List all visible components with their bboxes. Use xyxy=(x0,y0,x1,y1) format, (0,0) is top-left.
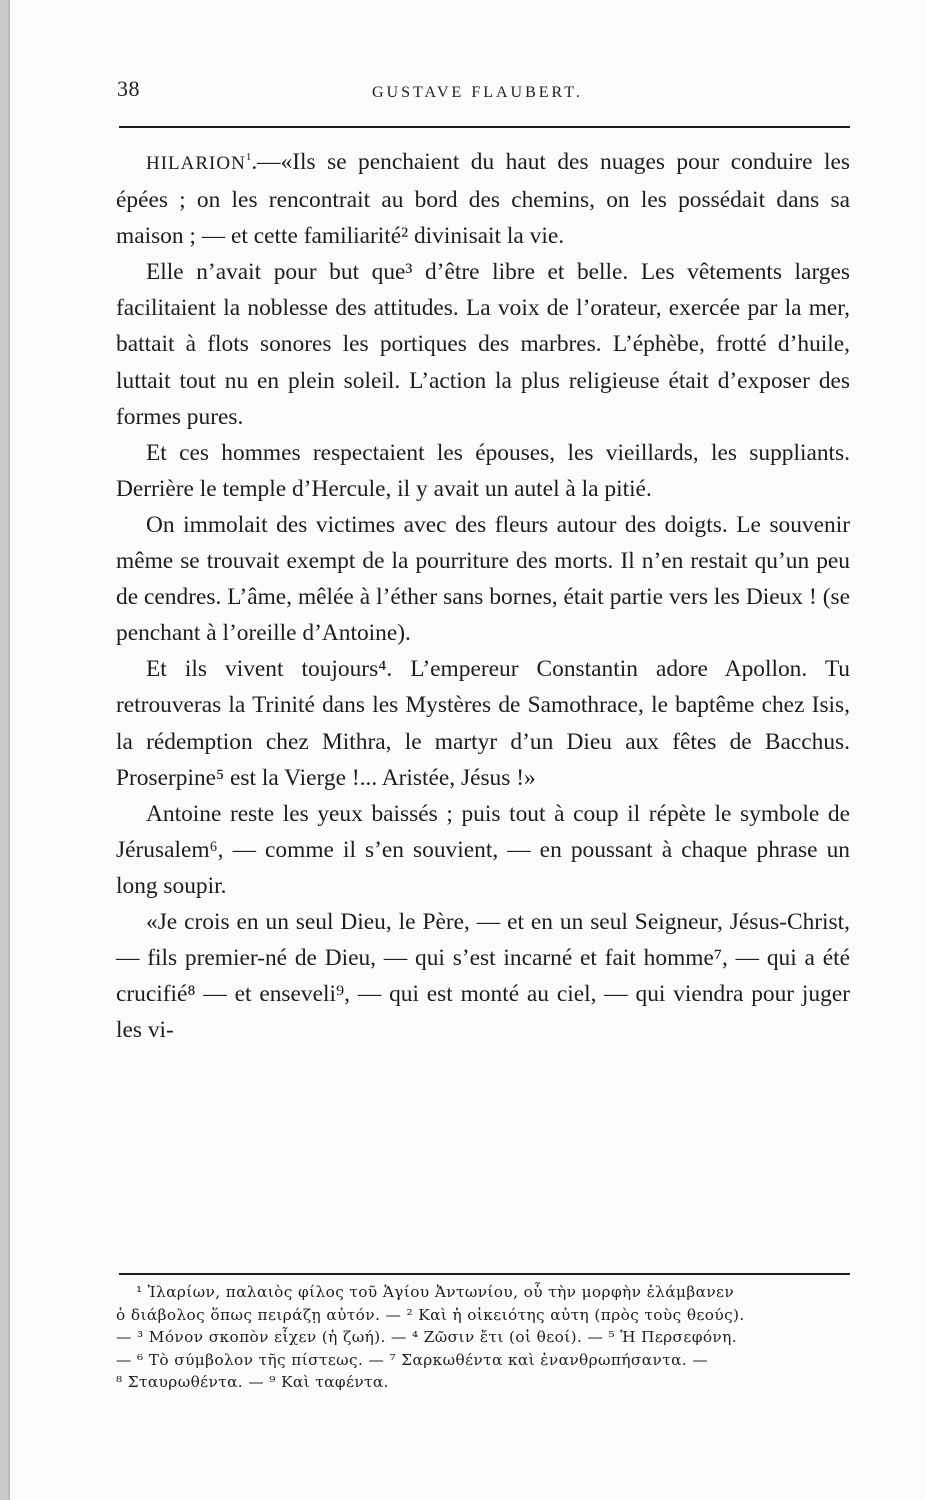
footnotes xyxy=(116,1281,852,1394)
paragraph-3: Et ces hommes respectaient les épouses, les vieillards, les suppliants. Derrière le temple d’Hercule, il y avait un autel à la pitié. xyxy=(116,439,850,502)
footnotes-rule xyxy=(119,1273,850,1275)
paragraph-1 xyxy=(116,144,850,254)
footnote-ref: 1 xyxy=(245,151,252,164)
footnote-line: — ⁶ Τὸ σύμβολον τῆς πίστεως. — ⁷ Σαρκωθέντα καὶ ἐνανθρωπήσαντα. — xyxy=(116,1350,709,1369)
footnote-line: ὁ διάβολος ὅπως πειράζῃ αὐτόν. — ² Καὶ ἡ οἰκειότης αὐτη (πρὸς τοὺς θεούς). xyxy=(116,1305,745,1324)
running-head: GUSTAVE FLAUBERT. xyxy=(372,84,583,101)
header-rule xyxy=(119,126,850,128)
page-gutter xyxy=(0,0,8,1500)
paragraph-7: «Je crois en un seul Dieu, le Père, — et en un seul Seigneur, Jésus-Christ, — fils premier-né de Dieu, — qui s’est incarné et fait homme⁷, — qui a été crucifié⁸ — et enseveli⁹, — qui est monté au ciel, — qui viendra pour juger les vi- xyxy=(116,908,850,1044)
page-header xyxy=(117,76,852,114)
body-text xyxy=(116,144,850,1048)
footnote-line: — ³ Μόνον σκοπὸν εἶχεν (ἡ ζωή). — ⁴ Ζῶσιν ἔτι (οἱ θεοί). — ⁵ Ἡ Περσεφόνη. xyxy=(116,1328,737,1346)
paragraph-4: On immolait des victimes avec des fleurs autour des doigts. Le souvenir même se trouvait exempt de la pourriture des morts. Il n’en restait qu’un peu de cendres. L’âme, mêlée à l’éther sans bornes, était partie vers les Dieux ! (se penchant à l’oreille d’Antoine). xyxy=(116,511,850,647)
paragraph-6: Antoine reste les yeux baissés ; puis tout à coup il répète le symbole de Jérusalem⁶, — comme il s’en souvient, — en poussant à chaque phrase un long soupir. xyxy=(116,800,850,899)
paragraph-5: Et ils vivent toujours⁴. L’empereur Constantin adore Apollon. Tu retrouveras la Trinité dans les Mystères de Samothrace, le baptême chez Isis, la rédemption chez Mithra, le martyr d’un Dieu aux fêtes de Bacchus. Proserpine⁵ est la Vierge !... Aristée, Jésus !» xyxy=(116,656,850,791)
footnote-line: ¹ Ἱλαρίων, παλαιὸς φίλος τοῦ Ἁγίου Ἀντωνίου, οὗ τὴν μορφὴν ἐλάμβανεν xyxy=(136,1283,735,1301)
paragraph-2: Elle n’avait pour but que³ d’être libre et belle. Les vêtements larges facilitaient la noblesse des attitudes. La voix de l’orateur, exercée par la mer, battait à flots sonores les portiques des marbres. L’éphèbe, frotté d’huile, luttait tout nu en plein soleil. L’action la plus religieuse était d’exposer des formes pures. xyxy=(116,259,850,430)
page-number: 38 xyxy=(117,76,140,101)
paragraph-text: .—«Ils se penchaient du haut des nuages pour conduire les épées ; on les rencontrait au bord des chemins, on les possédait dans sa maison ; — et cette familiarité² divinisait la vie. xyxy=(116,149,850,250)
speaker-name: HILARION xyxy=(146,153,246,174)
footnote-line: ⁸ Σταυρωθέντα. — ⁹ Καὶ ταφέντα. xyxy=(116,1373,389,1391)
